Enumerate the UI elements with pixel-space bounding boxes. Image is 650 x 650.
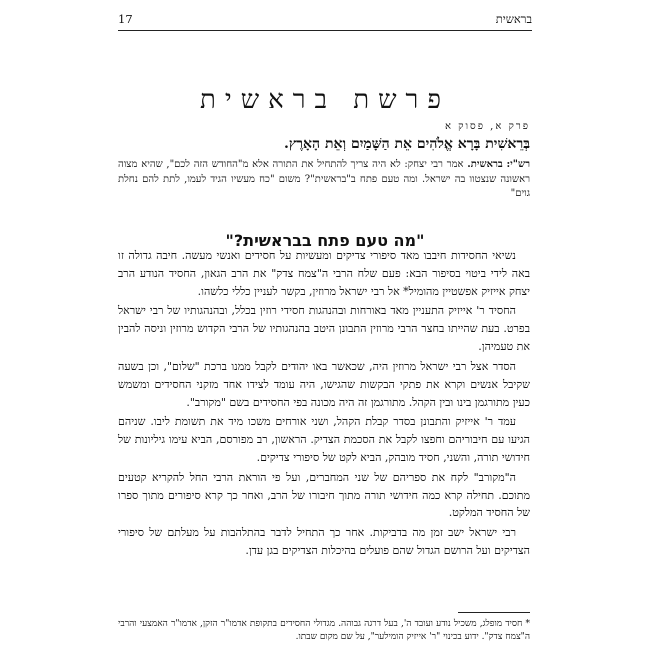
body-text <box>118 247 530 562</box>
rashi-commentary <box>118 158 530 202</box>
rashi-label: רש"י: <box>506 159 530 170</box>
footnote: * חסיד מופלג, משכיל נודע ועובד ה', בעל דרגה גבוהה. מגדולי החסידים בתקופת אדמו"ר הזקן, אדמו"ר האמצעי והרבי ה"צמח צדק". ידוע בכינוי "ר' אייזיק הומילער", על שם מקום שבתו. <box>118 619 530 643</box>
header-divider <box>118 30 532 31</box>
verse-reference: פרק א, פסוק א <box>444 121 530 132</box>
paragraph: רבי ישראל ישב זמן מה בדביקות. אחר כך התחיל לדבר בהתלהבות על מעלתם של סיפורי הצדיקים ועל הרושם הגדול שהם פועלים בהיכלות הצדיקים בגן עדן. <box>118 526 530 557</box>
running-header-book-name: בראשית <box>495 12 532 26</box>
rashi-keyword: בראשית. <box>467 159 503 170</box>
footnote-divider <box>458 612 530 613</box>
paragraph: ה"מקורב" לקח את ספריהם של שני המחברים, ועל פי הוראת הרבי החל להקריא קטעים מתוכם. תחילה קרא כמה חידושי תורה מתוך חיבורו של הרב, ואחר כך קרא סיפורים מתוך ספרו של החסיד המלקט. <box>118 470 530 520</box>
paragraph: הסדר אצל רבי ישראל מרוזין היה, שכאשר באו יהודים לקבל ממנו ברכת "שלום", וכן בשעה שקיבל אנשים וקרא את פתקי הבקשות שהגישו, היה עומד לצידו אחד מזקני החסידים ומשמש כעין מתורגמן בינו ובין הקהל. מתורגמן זה היה מכונה בפי החסידים בשם "מקורב". <box>118 359 530 409</box>
paragraph: נשיאי החסידות חיבבו מאד סיפורי צדיקים ומעשיות על חסידים ואנשי מעשה. חיבה גדולה זו באה לידי ביטוי בסיפור הבא: פעם שלח הרבי ה"צמח צדק" את הרב הגאון, החסיד הנודע הרב יצחק אייזיק אפשטיין מהומיל* אל רבי ישראל מרוזין, בקשר לעניין כללי כלשהו. <box>118 249 530 298</box>
running-header <box>118 12 532 26</box>
verse-text: בְּרֵאשִׁית בָּרָא אֱלֹהִים אֵת הַשָּׁמַיִם וְאֵת הָאָרֶץ. <box>284 136 530 152</box>
page-number: 17 <box>118 12 133 26</box>
paragraph: עמד ר' אייזיק והתבונן בסדר קבלת הקהל, ושני אורחים משכו מיד את תשומת ליבו. שניהם הגיעו עם חיבוריהם וחפצו לקבל את הסכמת הצדיק. הראשון, רב מפורסם, הביא עימו גיליונות של חידושי תורה, והשני, חסיד מובהק, הביא לקט של סיפורי צדיקים. <box>118 415 530 464</box>
section-title: "מה טעם פתח בבראשית?" <box>225 231 425 251</box>
paragraph: החסיד ר' אייזיק התעניין מאד באורחות ובהנהגות חסידי רוזין בכלל, ובהנהגותיו של רבי ישראל בפרט. בעת שהייתו בחצר הרבי מרוזין התבונן היטב בהנהגותיו של הרבי הקדוש מרוזין וניסה להבין את טעמיהן. <box>118 304 530 354</box>
rashi-text: אמר רבי יצחק: לא היה צריך להתחיל את התורה אלא מ"החודש הזה לכם", שהיא מצוה ראשונה שנצטוו בה ישראל. ומה טעם פתח ב"בראשית"? משום "כח מעשיו הגיד לעמו, לתת להם נחלת גוים" <box>118 159 530 199</box>
parasha-title: פרשת בראשית <box>200 85 450 116</box>
